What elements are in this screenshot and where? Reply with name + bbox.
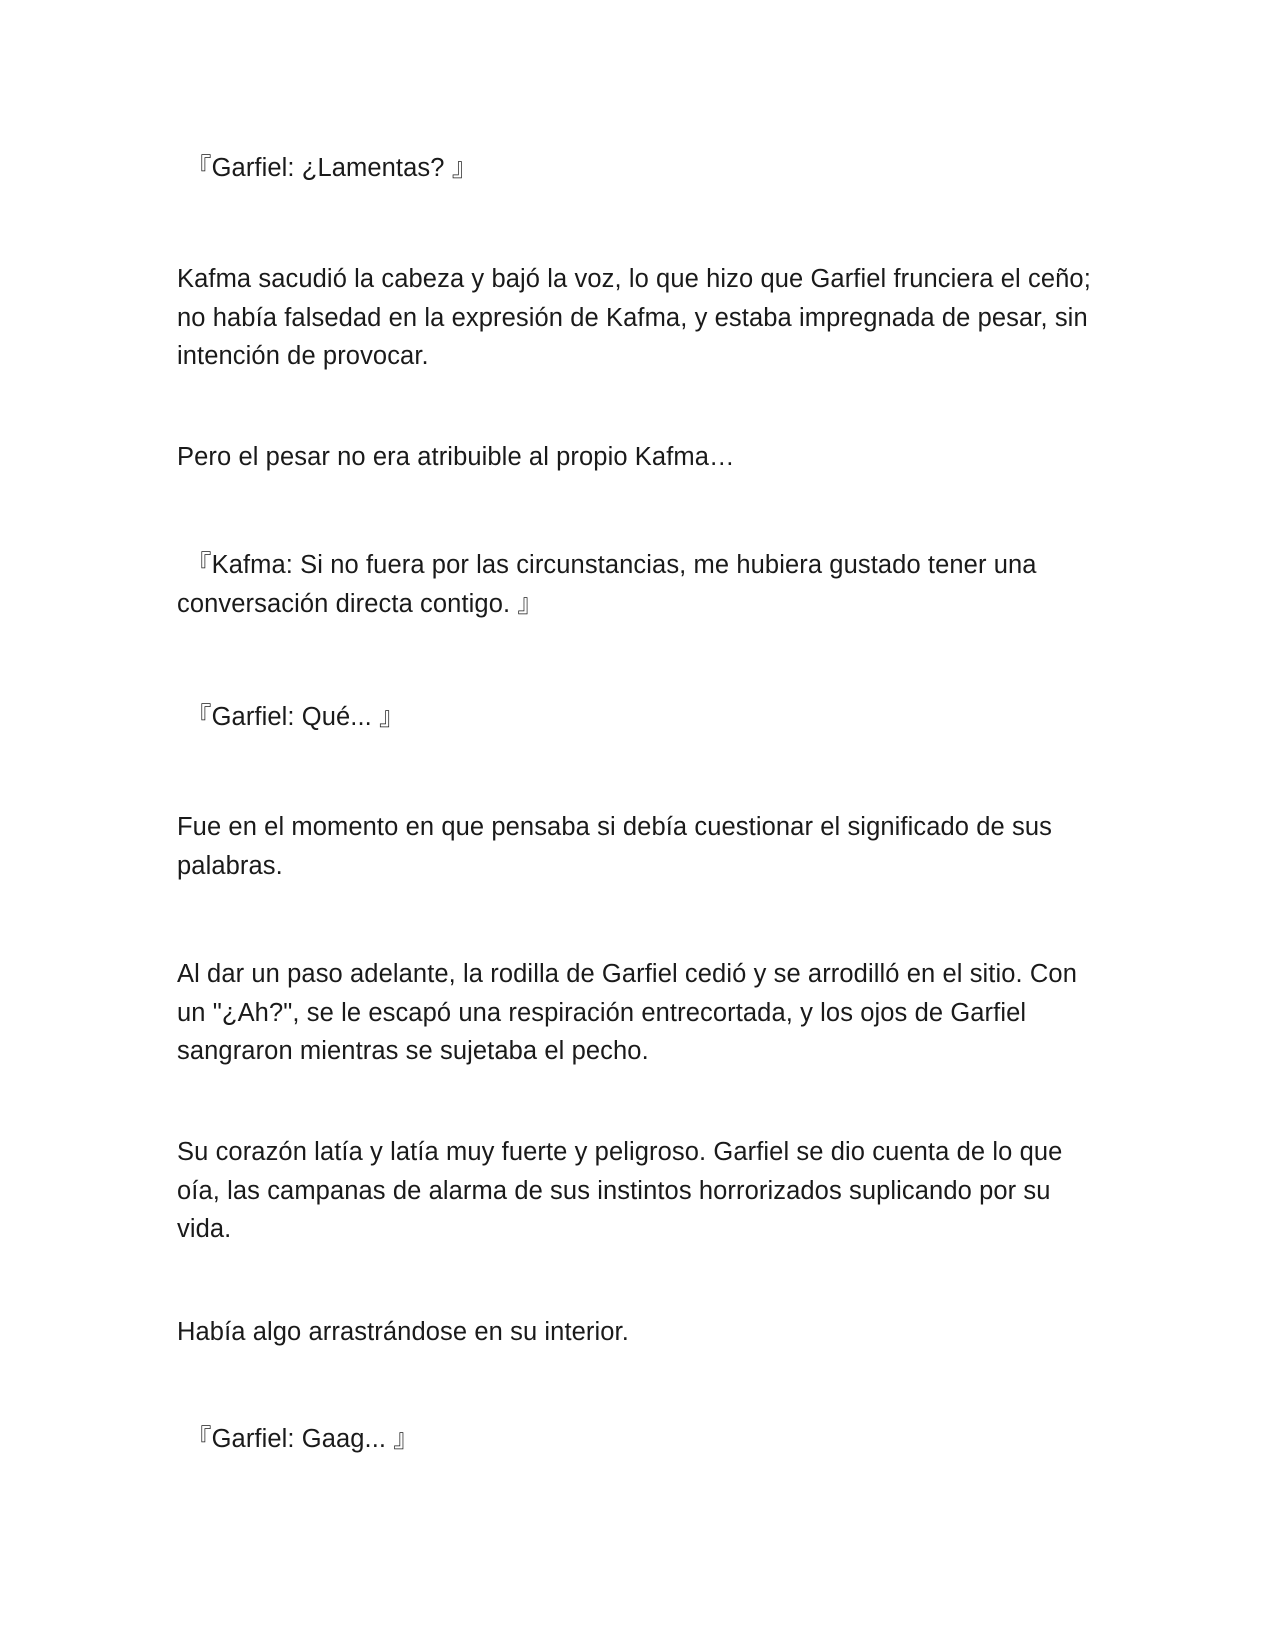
dialogue-garfiel-que: 『Garfiel: Qué... 』 (186, 703, 405, 731)
dialogue-garfiel-lamentas: 『Garfiel: ¿Lamentas? 』 (186, 154, 478, 182)
dialogue-garfiel-gaag: 『Garfiel: Gaag... 』 (186, 1425, 419, 1453)
dialogue-kafma-circunstancias: 『Kafma: Si no fuera por las circunstancias, me hubiera gustado tener una conversación directa contigo. 』 (177, 551, 1037, 618)
paragraph-habia-algo: Había algo arrastrándose en su interior. (177, 1318, 629, 1346)
paragraph-al-dar-un-paso: Al dar un paso adelante, la rodilla de Garfiel cedió y se arrodilló en el sitio. Con un "¿Ah?", se le escapó una respiración entrecortada, y los ojos de Garfiel sangraron mientras se sujetaba el pecho. (177, 960, 1077, 1065)
paragraph-su-corazon: Su corazón latía y latía muy fuerte y peligroso. Garfiel se dio cuenta de lo que oía, las campanas de alarma de sus instintos horrorizados suplicando por su vida. (177, 1138, 1063, 1243)
paragraph-pero-el-pesar: Pero el pesar no era atribuible al propio Kafma… (177, 443, 735, 471)
paragraph-kafma-sacudio: Kafma sacudió la cabeza y bajó la voz, lo que hizo que Garfiel frunciera el ceño; no había falsedad en la expresión de Kafma, y estaba impregnada de pesar, sin intención de provocar. (177, 265, 1091, 370)
paragraph-fue-en-el-momento: Fue en el momento en que pensaba si debía cuestionar el significado de sus palabras. (177, 813, 1052, 880)
